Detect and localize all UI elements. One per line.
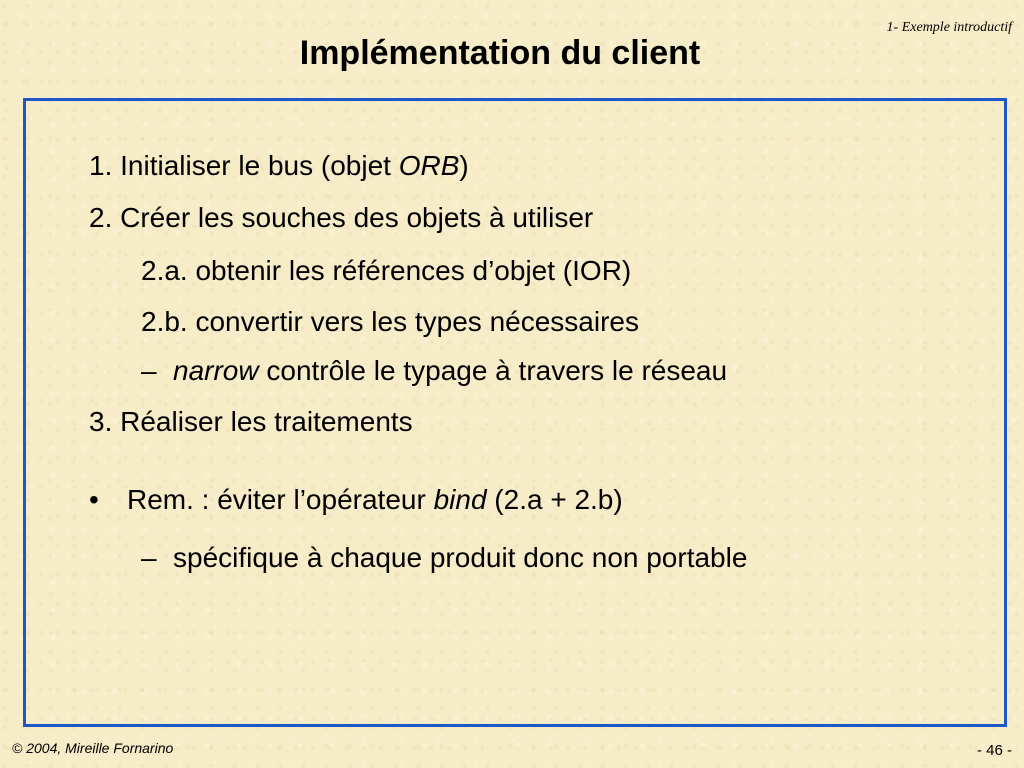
slide-title: Implémentation du client: [299, 34, 701, 72]
list-item-1-emphasis: ORB: [398, 150, 460, 181]
list-item-2b: 2.b. convertir vers les types nécessaires: [141, 306, 639, 337]
footer-copyright: © 2004, Mireille Fornarino: [12, 740, 174, 756]
remark-item: [89, 484, 623, 516]
page-number: - 46 -: [976, 742, 1012, 759]
bullet-marker: •: [89, 484, 99, 515]
section-label: 1- Exemple introductif: [886, 20, 1012, 35]
dash-marker: –: [141, 355, 157, 386]
remark-emphasis: bind: [433, 484, 487, 515]
list-item-2: 2. Créer les souches des objets à utiliser: [89, 202, 594, 233]
list-item-1-after: ): [459, 150, 469, 181]
list-item-2-note-emphasis: narrow: [173, 355, 259, 386]
list-item-1: [89, 150, 469, 182]
remark-sub-item: [141, 542, 747, 574]
list-item-2-note: [141, 355, 727, 387]
list-item-2a: 2.a. obtenir les références d’objet (IOR): [141, 255, 632, 286]
remark-text: Rem. : éviter l’opérateur: [127, 484, 434, 515]
list-item-2-note-text: contrôle le typage à travers le réseau: [258, 355, 728, 386]
dash-marker: –: [141, 542, 157, 573]
list-item-3: 3. Réaliser les traitements: [89, 406, 413, 437]
remark-after: (2.a + 2.b): [486, 484, 623, 515]
list-item-1-text: 1. Initialiser le bus (objet: [89, 150, 399, 181]
remark-sub-text: spécifique à chaque produit donc non portable: [173, 542, 748, 573]
